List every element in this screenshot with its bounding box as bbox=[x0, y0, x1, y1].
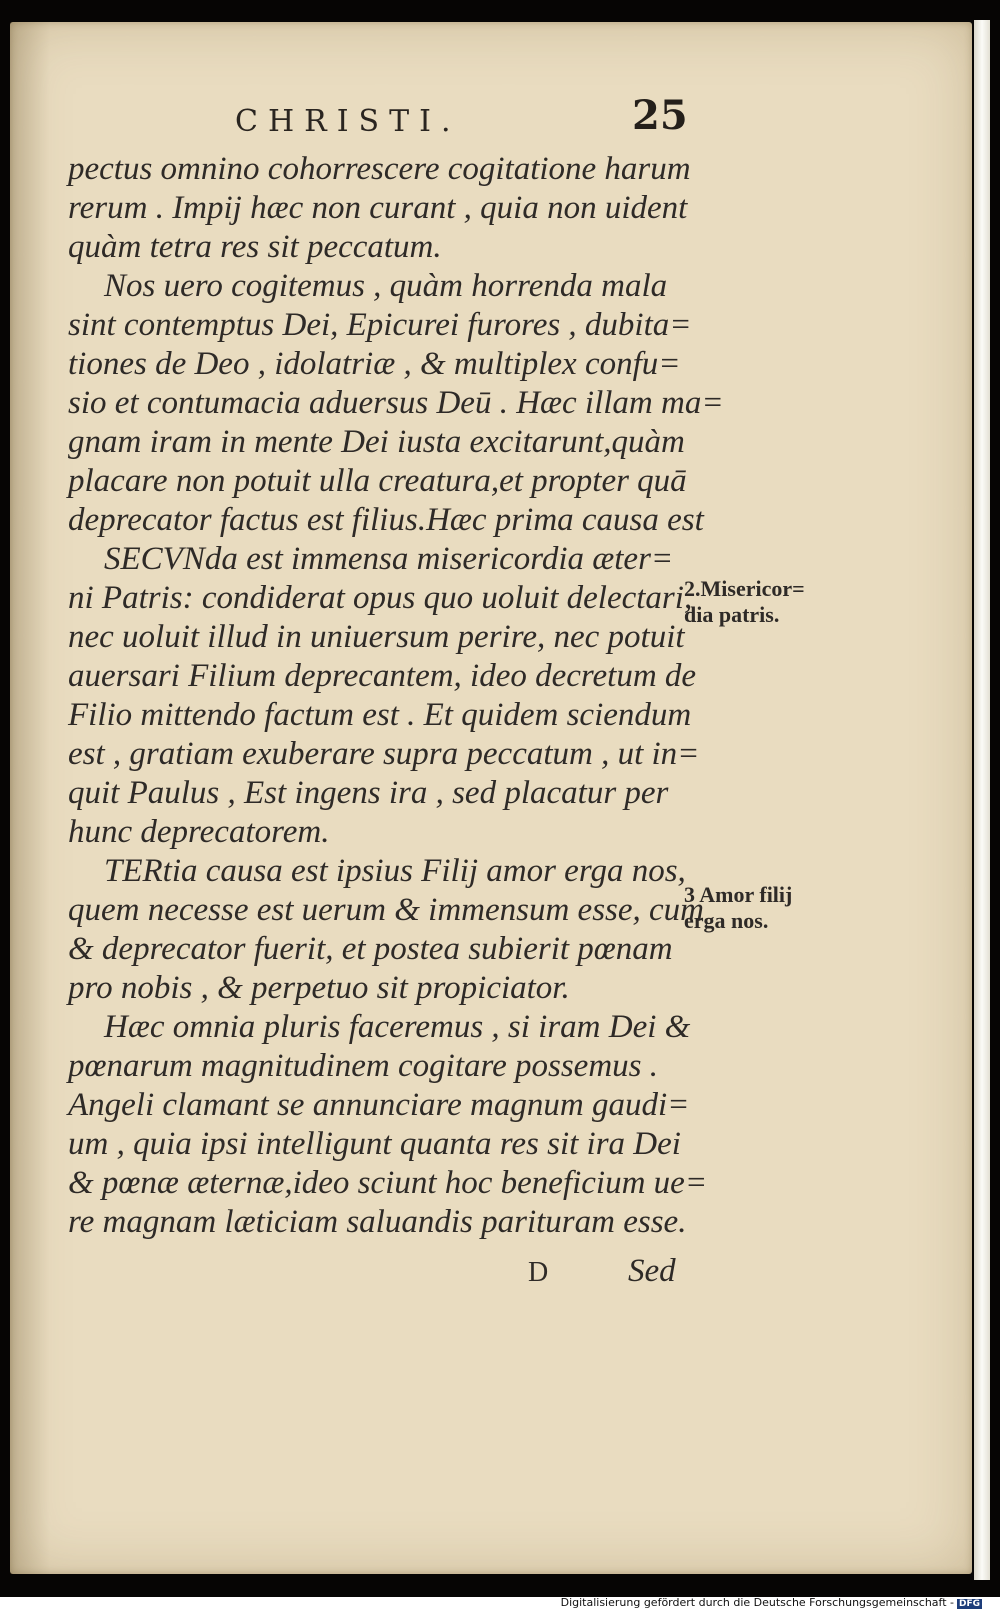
running-head: CHRISTI. bbox=[235, 104, 461, 139]
text-line: & pœnæ æternæ,ideo sciunt hoc beneficium ue= bbox=[68, 1165, 708, 1201]
text-line: nec uoluit illud in uniuersum perire, nec potuit bbox=[68, 619, 685, 655]
marginal-note-line: erga nos. bbox=[684, 908, 769, 933]
text-line: deprecator factus est filius.Hæc prima causa est bbox=[68, 502, 704, 538]
body-text bbox=[68, 150, 724, 1242]
text-line: rerum . Impij hæc non curant , quia non uident bbox=[68, 190, 688, 226]
text-line: quem necesse est uerum & immensum esse, cum bbox=[68, 892, 705, 928]
marginal-note-line: 3 Amor filij bbox=[684, 882, 793, 907]
text-line: sio et contumacia aduersus Deū . Hæc illam ma= bbox=[68, 385, 724, 421]
signature-mark: D bbox=[528, 1257, 549, 1288]
text-line: placare non potuit ulla creatura,et propter quā bbox=[68, 463, 687, 499]
text-line: Filio mittendo factum est . Et quidem sciendum bbox=[68, 697, 692, 733]
text-line: Angeli clamant se annunciare magnum gaudi= bbox=[68, 1087, 690, 1123]
scanner-edge bbox=[974, 20, 990, 1580]
catchword: Sed bbox=[628, 1253, 676, 1289]
text-line: & deprecator fuerit, et postea subierit pœnam bbox=[68, 931, 673, 967]
marginal-note-amor bbox=[684, 882, 792, 934]
text-line: est , gratiam exuberare supra peccatum , ut in= bbox=[68, 736, 700, 772]
text-line: quit Paulus , Est ingens ira , sed placatur per bbox=[68, 775, 669, 811]
marginal-note-line: dia patris. bbox=[684, 602, 780, 627]
text-line: ni Patris: condiderat opus quo uoluit delectari, bbox=[68, 580, 693, 616]
credit-text: Digitalisierung gefördert durch die Deutsche Forschungsgemeinschaft - bbox=[560, 1596, 954, 1609]
text-line: gnam iram in mente Dei iusta excitarunt,quàm bbox=[68, 424, 685, 460]
digitization-credit bbox=[561, 1596, 982, 1609]
text-line: um , quia ipsi intelligunt quanta res sit ira Dei bbox=[68, 1126, 681, 1162]
paragraph-start-line: Hæc omnia pluris faceremus , si iram Dei & bbox=[104, 1009, 691, 1045]
text-line: re magnam læticiam saluandis parituram esse. bbox=[68, 1204, 687, 1240]
text-line: pœnarum magnitudinem cogitare possemus . bbox=[68, 1048, 659, 1084]
text-line: pro nobis , & perpetuo sit propiciator. bbox=[68, 970, 570, 1006]
dfg-logo: DFG bbox=[958, 1599, 980, 1609]
text-line: auersari Filium deprecantem, ideo decretum de bbox=[68, 658, 697, 694]
text-line: sint contemptus Dei, Epicurei furores , dubita= bbox=[68, 307, 692, 343]
text-line: tiones de Deo , idolatriæ , & multiplex confu= bbox=[68, 346, 681, 382]
paragraph-start-line: SECVNda est immensa misericordia æter= bbox=[104, 541, 674, 577]
marginal-note-misericordia bbox=[684, 576, 805, 628]
paragraph-start-line: Nos uero cogitemus , quàm horrenda mala bbox=[104, 268, 668, 304]
paragraph-start-line: TERtia causa est ipsius Filij amor erga nos, bbox=[104, 853, 686, 889]
text-line: pectus omnino cohorrescere cogitatione harum bbox=[68, 151, 691, 187]
text-line: quàm tetra res sit peccatum. bbox=[68, 229, 442, 265]
text-line: hunc deprecatorem. bbox=[68, 814, 330, 850]
page-number: 25 bbox=[632, 92, 688, 139]
marginal-note-line: 2.Misericor= bbox=[684, 576, 805, 601]
